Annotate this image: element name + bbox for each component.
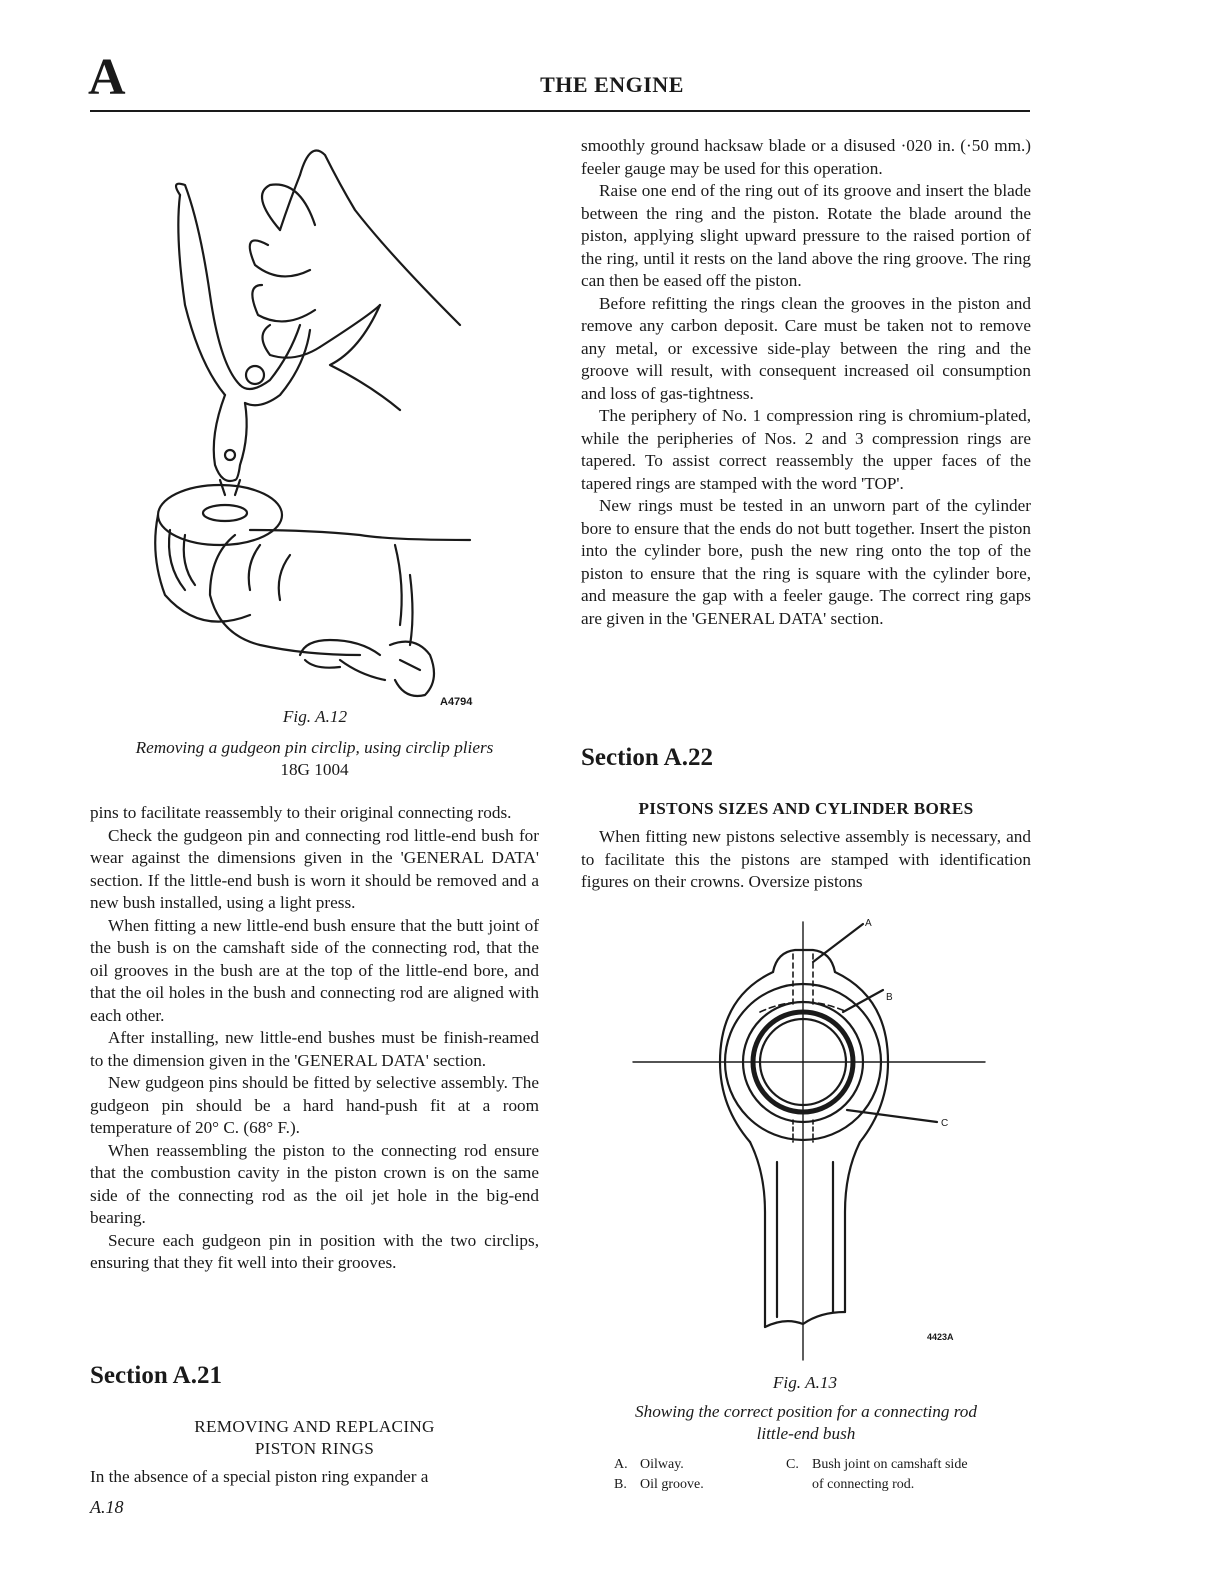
paragraph: smoothly ground hacksaw blade or a disused ·020 in. (·50 mm.) feeler gauge may be used for this operation. <box>581 136 1031 178</box>
fig-a13-caption-line1: Showing the correct position for a connecting rod <box>635 1402 977 1421</box>
callout-b: B <box>886 992 893 1003</box>
fig-a13-caption-line2: little-end bush <box>756 1424 856 1443</box>
plate-ref-4423a: 4423A <box>927 1332 954 1342</box>
header-rule <box>90 110 1030 112</box>
section-a21-subheading-line2: PISTON RINGS <box>254 1439 375 1458</box>
section-a22-heading: Section A.22 <box>581 744 713 771</box>
paragraph: Before refitting the rings clean the grooves in the piston and remove any carbon deposit. Care must be taken not to remove any metal, or excessive side-play between the ring and the groove will result, with consequent increased oil consumption and loss of gas-tightness. <box>581 293 1031 403</box>
fig-a12-caption-line2: 18G 1004 <box>280 760 349 779</box>
connecting-rod-illustration <box>625 912 995 1372</box>
page-number <box>90 1497 124 1518</box>
section-a21-heading: Section A.21 <box>90 1362 222 1389</box>
fig-a12-label: Fig. A.12 <box>282 707 348 726</box>
circlip-pliers-illustration <box>140 135 500 705</box>
paragraph: Secure each gudgeon pin in position with the two circlips, ensuring that they fit well into their grooves. <box>90 1230 539 1272</box>
plate-ref-a4794: A4794 <box>440 696 473 705</box>
callout-c: C <box>941 1118 949 1129</box>
fig-a13-label: Fig. A.13 <box>772 1373 838 1392</box>
legend-key: B. <box>614 1477 627 1492</box>
paragraph: The periphery of No. 1 compression ring is chromium-plated, while the peripheries of Nos. 2 and 3 compression rings are tapered. To assist correct reassembly the upper faces of the tapered rings are stamped with the word 'TOP'. <box>581 406 1031 493</box>
paragraph: Raise one end of the ring out of its groove and insert the blade between the ring and the piston. Rotate the blade around the piston, applying slight upward pressure to the raised portion of the ring, until it rests on the land above the ring groove. The ring can then be eased off the piston. <box>581 181 1031 290</box>
fig-a12-caption <box>90 737 539 781</box>
fig-a12-caption-line1: Removing a gudgeon pin circlip, using circlip pliers <box>135 738 494 757</box>
section-a22-text <box>581 826 1031 894</box>
legend-text: Oil groove. <box>640 1477 704 1492</box>
fig-a13-caption <box>581 1401 1031 1445</box>
left-column-text <box>90 802 539 1275</box>
fig-a13-legend-left <box>614 1455 704 1495</box>
paragraph: New rings must be tested in an unworn part of the cylinder bore to ensure that the ends do not butt together. Insert the piston into the cylinder bore, push the new ring onto the top of the piston to ensure that the ring is square with the cylinder bore, and measure the gap with a feeler gauge. The correct ring gaps are given in the 'GENERAL DATA' section. <box>581 496 1031 628</box>
callout-a: A <box>865 918 872 929</box>
legend-text: Bush joint on camshaft side <box>812 1457 968 1472</box>
paragraph: When reassembling the piston to the connecting rod ensure that the combustion cavity in the piston crown is on the same side of the connecting rod as the oil jet hole in the big-end bearing. <box>90 1140 539 1227</box>
paragraph: New gudgeon pins should be fitted by selective assembly. The gudgeon pin should be a hard hand-push fit at a room temperature of 20° C. (68° F.). <box>90 1073 539 1137</box>
paragraph: When fitting a new little-end bush ensure that the butt joint of the bush is on the camshaft side of the connecting rod, that the oil grooves in the bush are at the top of the little-end bore, and that the oil holes in the bush and connecting rod are aligned with each other. <box>90 915 539 1025</box>
section-a21-intro <box>90 1466 539 1489</box>
paragraph: In the absence of a special piston ring expander a <box>90 1467 429 1486</box>
paragraph: pins to facilitate reassembly to their original connecting rods. <box>90 803 512 822</box>
paragraph: After installing, new little-end bushes must be finish-reamed to the dimension given in the 'GENERAL DATA' section. <box>90 1028 539 1070</box>
section-letter: A <box>88 49 126 106</box>
legend-text: of connecting rod. <box>812 1477 915 1492</box>
legend-key: A. <box>614 1457 628 1472</box>
paragraph: When fitting new pistons selective assembly is necessary, and to facilitate this the pistons are stamped with identification figures on their crowns. Oversize pistons <box>581 827 1031 891</box>
paragraph: Check the gudgeon pin and connecting rod little-end bush for wear against the dimensions given in the 'GENERAL DATA' section. If the little-end bush is worn it should be removed and a new bush installed, using a light press. <box>90 825 539 912</box>
page-title: THE ENGINE <box>540 72 684 97</box>
section-a22-subheading: PISTONS SIZES AND CYLINDER BORES <box>638 799 974 818</box>
section-a21-subheading <box>90 1416 539 1460</box>
fig-a13-legend-right <box>786 1455 968 1495</box>
right-column-text <box>581 135 1031 630</box>
legend-key: C. <box>786 1457 799 1472</box>
legend-text: Oilway. <box>640 1457 684 1472</box>
section-a21-subheading-line1: REMOVING AND REPLACING <box>194 1417 435 1436</box>
page-number-text: A.18 <box>90 1497 124 1517</box>
